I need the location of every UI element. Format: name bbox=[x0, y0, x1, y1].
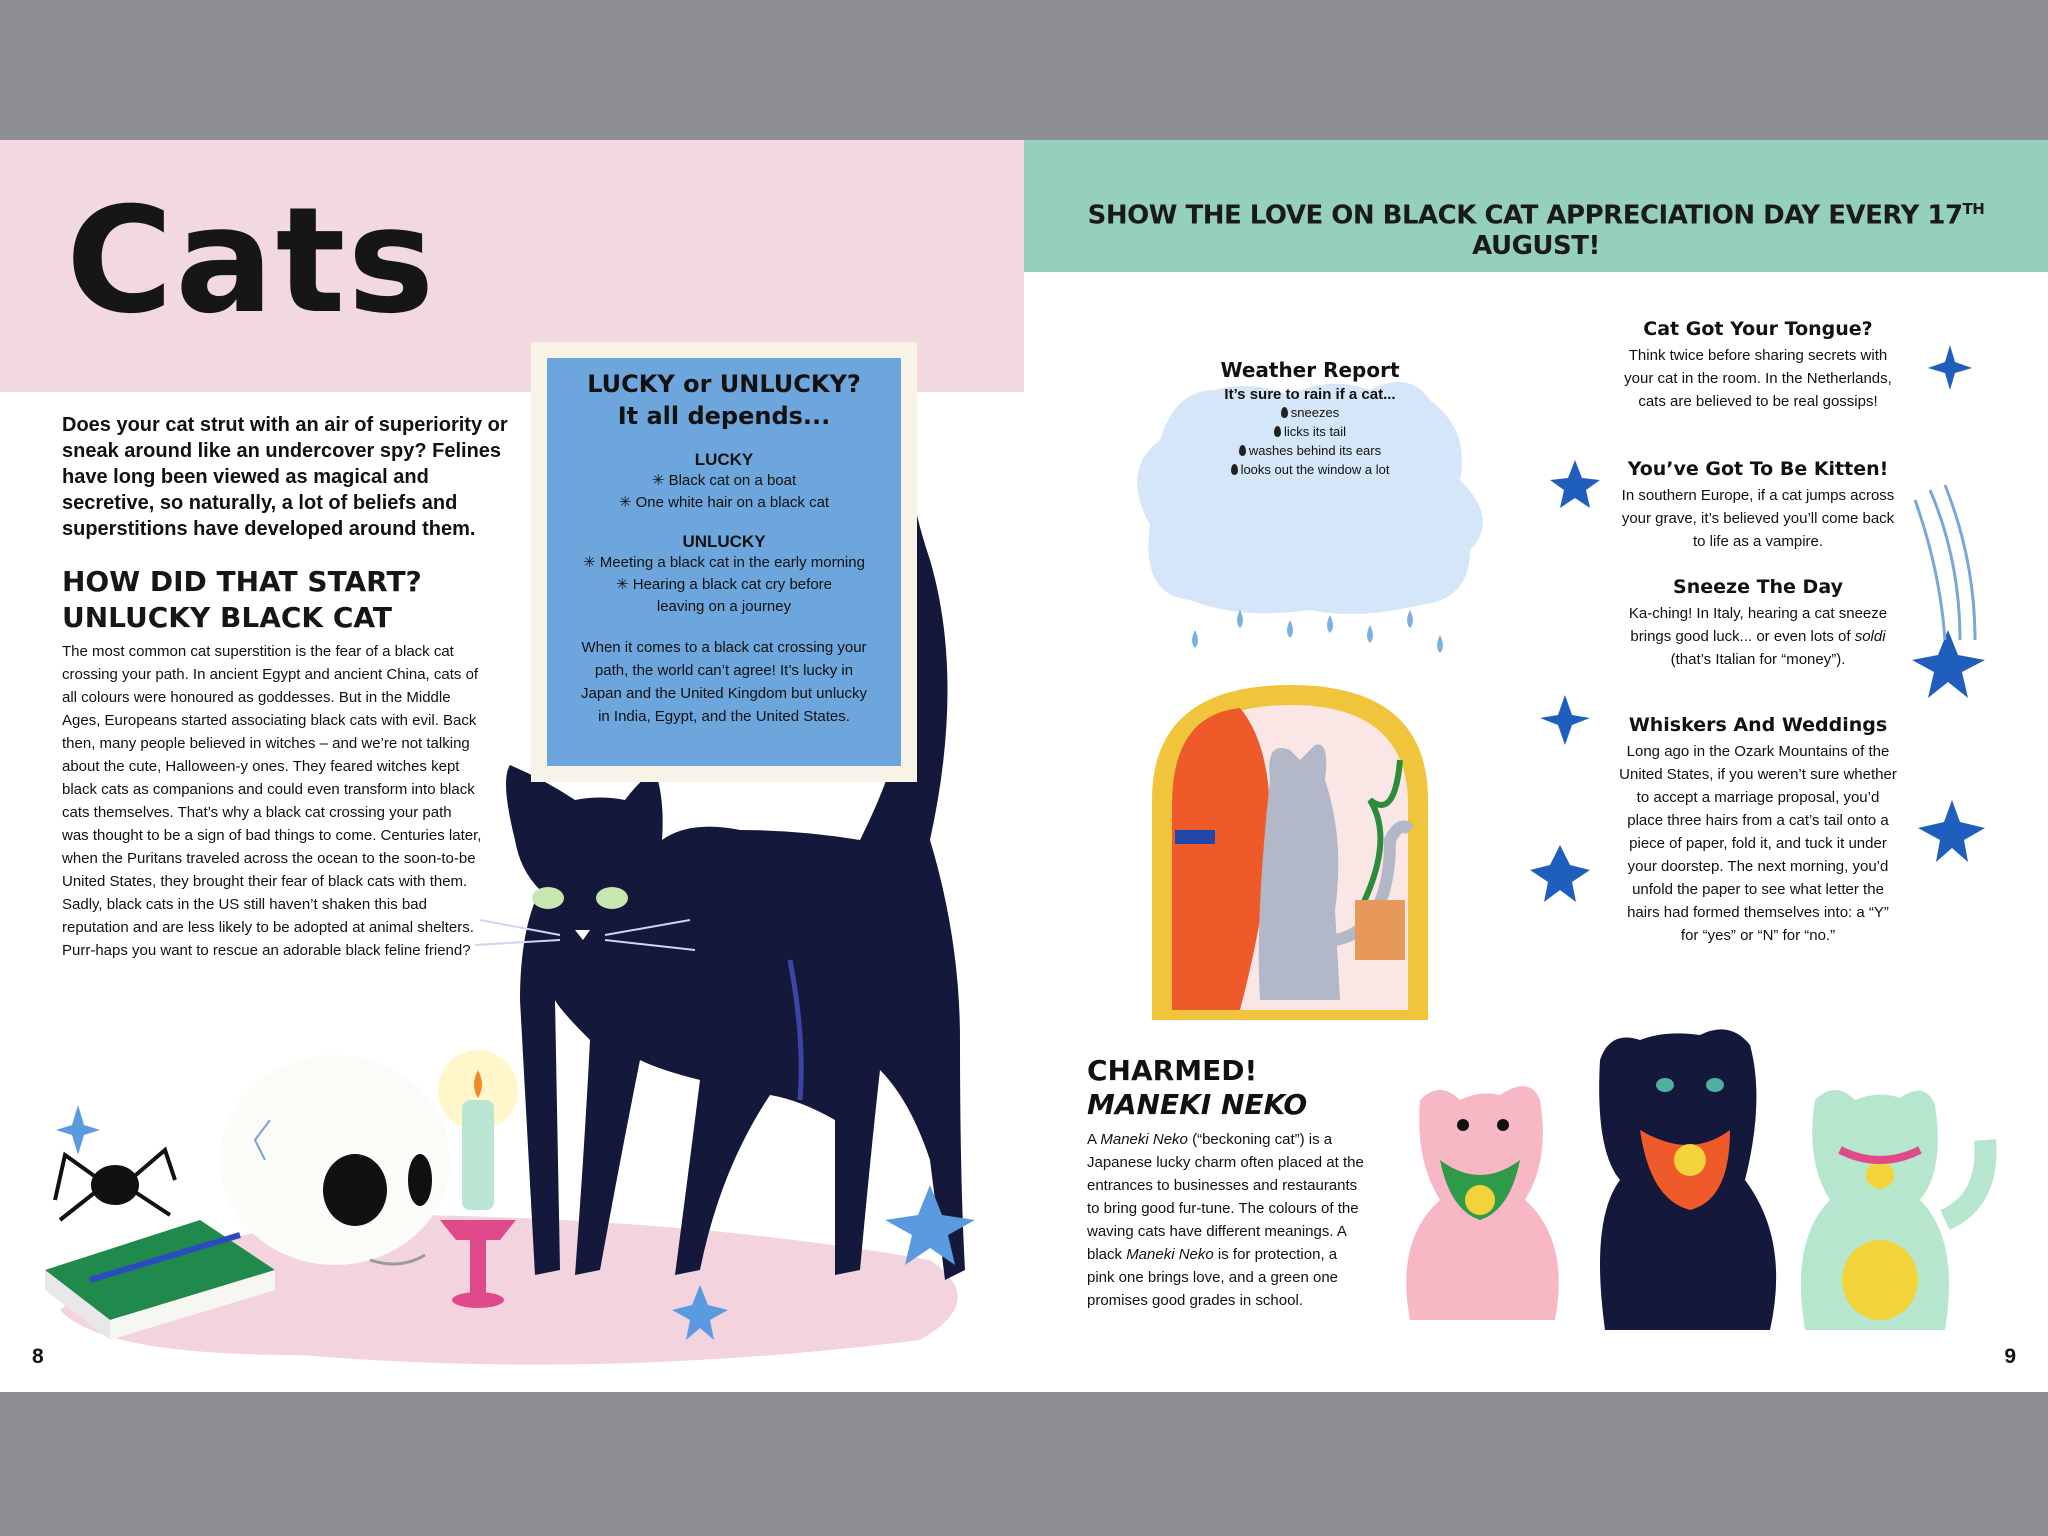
weather-item-text: sneezes bbox=[1290, 405, 1340, 420]
book-spread bbox=[0, 140, 2048, 1392]
charmed-heading-line1: CHARMED! bbox=[1087, 1054, 1258, 1087]
spider-icon bbox=[55, 1150, 175, 1220]
lucky-item: ✳ One white hair on a black cat bbox=[618, 494, 830, 511]
weather-item-text: licks its tail bbox=[1283, 424, 1347, 439]
weather-item bbox=[1150, 441, 1470, 460]
maneki-neko-black-icon bbox=[1599, 1029, 1776, 1330]
fact-body: In southern Europe, if a cat jumps across your grave, it’s believed you’ll come back to life as a vampire. bbox=[1621, 487, 1895, 550]
raindrop-icon bbox=[1274, 426, 1281, 437]
unlucky-item: ✳ Hearing a black cat cry before bbox=[616, 576, 832, 593]
charmed-body bbox=[1087, 1128, 1367, 1312]
rain-drops bbox=[1192, 610, 1443, 653]
fact-sneeze-the-day bbox=[1618, 576, 1898, 671]
fact-title: Whiskers And Weddings bbox=[1628, 714, 1888, 736]
fact-title: You’ve Got To Be Kitten! bbox=[1627, 458, 1889, 480]
raindrop-icon bbox=[1281, 407, 1288, 418]
page-number-right: 9 bbox=[2004, 1345, 2016, 1368]
raindrop-icon bbox=[1239, 445, 1246, 456]
raindrop-icon bbox=[1231, 464, 1238, 475]
weather-subtitle: It’s sure to rain if a cat... bbox=[1224, 386, 1396, 403]
how-start-heading bbox=[62, 564, 522, 636]
page-title: Cats bbox=[66, 176, 437, 346]
appreciation-banner bbox=[1024, 200, 2048, 261]
lucky-title-line1: LUCKY or UNLUCKY? bbox=[587, 370, 861, 398]
fact-body-em: soldi bbox=[1854, 628, 1886, 645]
lucky-unlucky-panel bbox=[547, 358, 901, 766]
swirl-lines bbox=[1915, 485, 1975, 640]
lucky-title bbox=[547, 368, 901, 432]
charmed-body-a: A bbox=[1087, 1131, 1101, 1148]
window-cat-icon bbox=[1152, 685, 1428, 1020]
lucky-item: ✳ Black cat on a boat bbox=[651, 472, 797, 489]
page-number-left: 8 bbox=[32, 1345, 44, 1368]
skull-icon bbox=[220, 1055, 450, 1265]
banner-text: SHOW THE LOVE ON BLACK CAT APPRECIATION DAY EVERY 17 bbox=[1087, 200, 1963, 231]
lucky-unlucky-box bbox=[531, 342, 917, 782]
weather-item-text: washes behind its ears bbox=[1248, 443, 1382, 458]
weather-title: Weather Report bbox=[1220, 358, 1400, 382]
lucky-paragraph: When it comes to a black cat crossing your path, the world can’t agree! It’s lucky in Japan and the United Kingdom but unlucky in India, Egypt, and the United States. bbox=[580, 639, 868, 725]
weather-item bbox=[1150, 460, 1470, 479]
fact-body: Long ago in the Ozark Mountains of the United States, if you weren’t sure whether to accept a marriage proposal, you’d place three hairs from a cat’s tail onto a piece of paper, fold it, and tuck it under your doorstep. The next morning, you’d unfold the paper to see what letter the hairs had formed themselves into: a “Y” for “yes” or “N” for “no.” bbox=[1619, 743, 1897, 944]
fact-whiskers-weddings bbox=[1618, 714, 1898, 947]
banner-sup: TH bbox=[1962, 200, 1985, 218]
fact-body-pre: Ka-ching! In Italy, hearing a cat sneeze brings good luck... or even lots of bbox=[1628, 605, 1888, 645]
charmed-em2: Maneki Neko bbox=[1126, 1246, 1214, 1263]
unlucky-item: leaving on a journey bbox=[656, 598, 792, 615]
maneki-neko-green-icon bbox=[1801, 1090, 1986, 1330]
fact-title: Sneeze The Day bbox=[1673, 576, 1843, 598]
charmed-body-b: (“beckoning cat”) is a Japanese lucky charm often placed at the entrances to businesses and restaurants to bring good fur-tune. The colours of the waving cats have different meanings. A black bbox=[1087, 1131, 1364, 1263]
maneki-neko-pink-icon bbox=[1406, 1086, 1559, 1320]
weather-report bbox=[1150, 358, 1470, 479]
how-start-heading-line1: HOW DID THAT START? bbox=[62, 565, 422, 598]
charmed-heading bbox=[1087, 1054, 1307, 1122]
fact-body-post: (that’s Italian for “money”). bbox=[1670, 651, 1846, 668]
unlucky-item: ✳ Meeting a black cat in the early morning bbox=[583, 554, 865, 571]
charmed-em1: Maneki Neko bbox=[1100, 1131, 1188, 1148]
how-start-heading-line2: UNLUCKY BLACK CAT bbox=[62, 601, 393, 634]
weather-item-text: looks out the window a lot bbox=[1240, 462, 1390, 477]
fact-body: Think twice before sharing secrets with your cat in the room. In the Netherlands, cats are believed to be real gossips! bbox=[1624, 347, 1892, 410]
unlucky-label: UNLUCKY bbox=[682, 532, 766, 551]
fact-title: Cat Got Your Tongue? bbox=[1643, 318, 1873, 340]
intro-text: Does your cat strut with an air of superiority or sneak around like an undercover spy? Felines have long been viewed as magical and secretive, so naturally, a lot of beliefs and superstitions have developed around them. bbox=[62, 414, 508, 540]
how-start-body: The most common cat superstition is the fear of a black cat crossing your path. In ancient Egypt and ancient China, cats of all colours were honoured as goddesses. But in the Middle Ages, Europeans started associating black cats with evil. Back then, many people believed in witches – and we’re not talking about the cute, Halloween-y ones. They feared witches kept black cats as companions and could even transform into black cats themselves. That’s why a black cat crossing your path was thought to be a sign of bad things to come. Centuries later, when the Puritans traveled across the ocean to the soon-to-be United States, they brought their fear of black cats with them. Sadly, black cats in the US still haven’t shaken this bad reputation and are less likely to be adopted at animal shelters. Purr-haps you want to rescue an adorable black feline friend? bbox=[62, 643, 482, 959]
charmed-heading-line2: MANEKI NEKO bbox=[1087, 1088, 1308, 1121]
weather-item bbox=[1150, 403, 1470, 422]
banner-tail: AUGUST! bbox=[1472, 230, 1600, 261]
fact-cat-got-your-tongue bbox=[1618, 318, 1898, 413]
weather-item bbox=[1150, 422, 1470, 441]
charmed-body-c: is for protection, a pink one brings love, and a green one promises good grades in school. bbox=[1087, 1246, 1339, 1309]
lucky-title-line2: It all depends... bbox=[617, 402, 831, 430]
fact-body bbox=[1618, 602, 1898, 671]
fact-kitten bbox=[1618, 458, 1898, 553]
lucky-label: LUCKY bbox=[694, 450, 754, 469]
